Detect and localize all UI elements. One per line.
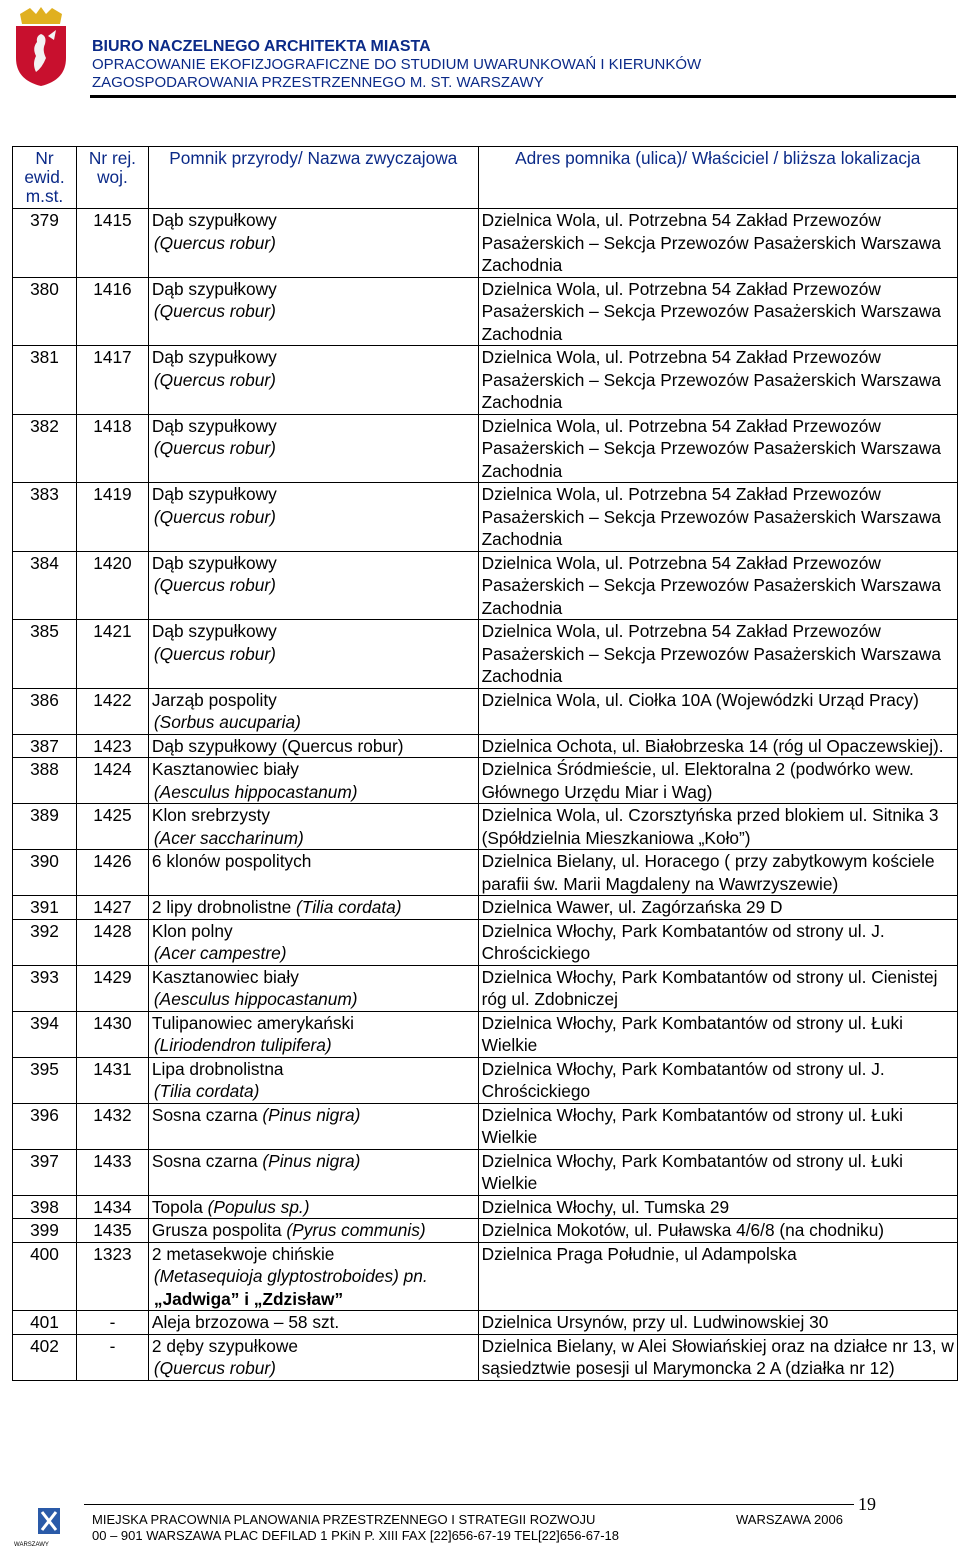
table-row [13,919,958,965]
cell-address: Dzielnica Włochy, ul. Tumska 29 [478,1195,957,1219]
footer-divider [84,1504,854,1505]
cell-name [148,209,478,278]
cell-address: Dzielnica Śródmieście, ul. Elektoralna 2 (podwórko wew. Głównego Urzędu Miar i Wag) [478,758,957,804]
table-row [13,896,958,920]
cell-nr: 383 [13,483,77,552]
cell-rej: 1416 [76,277,148,346]
tree-name: Dąb szypułkowy [151,415,277,436]
tree-name: Grusza pospolita [151,1220,282,1240]
cell-nr: 389 [13,804,77,850]
latin-name: (Pinus nigra) [262,1104,361,1125]
cell-nr: 402 [13,1334,77,1380]
tree-name: Dąb szypułkowy [151,210,277,230]
tree-name: Dąb szypułkowy [151,278,277,299]
pracownia-logo-icon [12,1500,70,1550]
cell-name [148,1011,478,1057]
cell-nr: 394 [13,1011,77,1057]
cell-address: Dzielnica Wola, ul. Potrzebna 54 Zakład Przewozów Pasażerskich – Sekcja Przewozów Pasażerskich Warszawa Zachodnia [478,620,957,689]
table-row [13,551,958,620]
cell-rej: 1426 [76,850,148,896]
cell-name [148,1149,478,1195]
tree-name: 2 dęby szypułkowe [151,1335,298,1356]
cell-address: Dzielnica Praga Południe, ul Adampolska [478,1242,957,1311]
cell-address: Dzielnica Bielany, w Alei Słowiańskiej oraz na działce nr 13, w sąsiedztwie posesji ul Marymoncka 2 A (działka nr 12) [478,1334,957,1380]
footer-line-2: 00 – 901 WARSZAWA PLAC DEFILAD 1 PKiN P. XIII FAX [22]656-67-19 TEL[22]656-67-18 [92,1528,620,1543]
cell-name [148,551,478,620]
tree-name: Kasztanowiec biały [151,759,299,779]
cell-address: Dzielnica Wola, ul. Potrzebna 54 Zakład Przewozów Pasażerskich – Sekcja Przewozów Pasażerskich Warszawa Zachodnia [478,277,957,346]
cell-name [148,734,478,758]
latin-name: (Acer campestre) [153,943,287,963]
table-row [13,1195,958,1219]
tree-name: Kasztanowiec biały [151,966,299,987]
cell-address: Dzielnica Wola, ul. Potrzebna 54 Zakład Przewozów Pasażerskich – Sekcja Przewozów Pasażerskich Warszawa Zachodnia [478,209,957,278]
tree-name: Topola [151,1196,203,1217]
table-row [13,346,958,415]
latin-name: (Quercus robur) [153,438,276,458]
tree-name: Tulipanowiec amerykański [151,1012,354,1033]
cell-address: Dzielnica Wola, ul. Potrzebna 54 Zakład Przewozów Pasażerskich – Sekcja Przewozów Pasażerskich Warszawa Zachodnia [478,414,957,483]
latin-name: (Pyrus communis) [286,1220,426,1240]
table-row [13,277,958,346]
tree-name: Dąb szypułkowy [151,484,277,504]
cell-name [148,1057,478,1103]
cell-address: Dzielnica Ursynów, przy ul. Ludwinowskiej 30 [478,1311,957,1335]
latin-name: (Tilia cordata) [153,1081,260,1101]
table-row [13,414,958,483]
tree-name: Klon srebrzysty [151,805,271,825]
cell-address: Dzielnica Wola, ul. Czorsztyńska przed blokiem ul. Sitnika 3 (Spółdzielnia Mieszkaniowa „Koło”) [478,804,957,850]
header-name: Pomnik przyrody/ Nazwa zwyczajowa [148,147,478,209]
cell-rej: 1425 [76,804,148,850]
table-row [13,1219,958,1243]
cell-name [148,414,478,483]
cell-address: Dzielnica Wola, ul. Potrzebna 54 Zakład Przewozów Pasażerskich – Sekcja Przewozów Pasażerskich Warszawa Zachodnia [478,483,957,552]
cell-rej: - [76,1334,148,1380]
cell-nr: 398 [13,1195,77,1219]
cell-rej: - [76,1311,148,1335]
cell-rej: 1422 [76,688,148,734]
cell-address: Dzielnica Włochy, Park Kombatantów od strony ul. Łuki Wielkie [478,1103,957,1149]
table-row [13,1311,958,1335]
cell-address: Dzielnica Wola, ul. Potrzebna 54 Zakład Przewozów Pasażerskich – Sekcja Przewozów Pasażerskich Warszawa Zachodnia [478,551,957,620]
cell-address: Dzielnica Mokotów, ul. Puławska 4/6/8 (na chodniku) [478,1219,957,1243]
cell-name [148,1311,478,1335]
table-row [13,758,958,804]
table-row [13,804,958,850]
latin-name: (Aesculus hippocastanum) [153,989,358,1009]
cell-rej: 1424 [76,758,148,804]
cell-name [148,1195,478,1219]
cell-address: Dzielnica Włochy, Park Kombatantów od strony ul. Łuki Wielkie [478,1149,957,1195]
table-row [13,620,958,689]
header-nr: Nr ewid. m.st. [13,147,77,209]
header-rej: Nr rej. woj. [76,147,148,209]
svg-text:WARSZAWY: WARSZAWY [14,1542,49,1548]
latin-name: (Aesculus hippocastanum) [153,781,358,802]
cell-address: Dzielnica Ochota, ul. Białobrzeska 14 (róg ul Opaczewskiej). [478,734,957,758]
latin-name: (Quercus robur) [153,1358,276,1378]
table-body [13,209,958,1381]
tree-name: Dąb szypułkowy [151,347,277,367]
tree-name: Klon polny [151,920,233,941]
table-row [13,1149,958,1195]
cell-name [148,919,478,965]
table-row [13,688,958,734]
cell-name [148,483,478,552]
cell-nr: 387 [13,734,77,758]
header-line-3: ZAGOSPODAROWANIA PRZESTRZENNEGO M. ST. WARSZAWY [92,74,544,91]
latin-name: (Tilia cordata) [296,897,402,917]
table-row [13,1103,958,1149]
cell-nr: 380 [13,277,77,346]
cell-address: Dzielnica Włochy, Park Kombatantów od strony ul. Cienistej róg ul. Zdobniczej [478,965,957,1011]
latin-name: (Sorbus aucuparia) [153,712,301,732]
cell-address: Dzielnica Wola, ul. Ciołka 10A (Wojewódzki Urząd Pracy) [478,688,957,734]
cell-rej: 1428 [76,919,148,965]
cell-nr: 388 [13,758,77,804]
table-row [13,483,958,552]
latin-name: (Quercus robur) [153,506,276,527]
cell-nr: 384 [13,551,77,620]
latin-name: (Populus sp.) [207,1196,310,1217]
cell-rej: 1431 [76,1057,148,1103]
cell-name [148,1103,478,1149]
tree-name: 6 klonów pospolitych [151,851,312,871]
common-name: „Jadwiga” i „Zdzisław” [153,1288,344,1309]
latin-name: (Quercus robur) [153,232,276,253]
table-row [13,1242,958,1311]
page-header [0,0,960,100]
latin-name: (Quercus robur) [153,575,276,595]
cell-rej: 1418 [76,414,148,483]
cell-rej: 1420 [76,551,148,620]
cell-nr: 392 [13,919,77,965]
tree-name: 2 metasekwoje chińskie [151,1243,335,1264]
latin-name: (Acer saccharinum) [153,827,304,848]
header-divider [90,95,956,98]
cell-address: Dzielnica Wawer, ul. Zagórzańska 29 D [478,896,957,920]
cell-name [148,688,478,734]
tree-name: Dąb szypułkowy [151,621,277,641]
tree-name: Lipa drobnolistna [151,1058,284,1079]
cell-rej: 1434 [76,1195,148,1219]
cell-name [148,1219,478,1243]
cell-nr: 386 [13,688,77,734]
table-row [13,850,958,896]
cell-name [148,620,478,689]
cell-nr: 379 [13,209,77,278]
cell-rej: 1415 [76,209,148,278]
cell-name [148,1334,478,1380]
latin-name: (Quercus robur) [153,643,276,664]
page-number: 19 [858,1494,876,1514]
cell-name [148,277,478,346]
cell-nr: 385 [13,620,77,689]
latin-name: (Pinus nigra) [262,1150,361,1171]
cell-rej: 1433 [76,1149,148,1195]
tree-name: 2 lipy drobnolistne [151,897,292,917]
header-text [92,38,701,92]
cell-rej: 1421 [76,620,148,689]
cell-name [148,1242,478,1311]
footer-date: WARSZAWA 2006 [736,1512,843,1527]
cell-rej: 1417 [76,346,148,415]
cell-nr: 393 [13,965,77,1011]
header-address: Adres pomnika (ulica)/ Właściciel / bliższa lokalizacja [478,147,957,209]
cell-nr: 399 [13,1219,77,1243]
tree-name: Dąb szypułkowy (Quercus robur) [151,735,404,756]
cell-nr: 401 [13,1311,77,1335]
cell-address: Dzielnica Włochy, Park Kombatantów od strony ul. Łuki Wielkie [478,1011,957,1057]
cell-rej: 1429 [76,965,148,1011]
cell-name [148,758,478,804]
footer-line-1: MIEJSKA PRACOWNIA PLANOWANIA PRZESTRZENNEGO I STRATEGII ROZWOJU [92,1512,596,1527]
warsaw-coat-of-arms-icon [12,6,70,88]
cell-name [148,896,478,920]
cell-name [148,965,478,1011]
cell-nr: 396 [13,1103,77,1149]
latin-name: (Quercus robur) [153,301,276,321]
tree-name: Jarząb pospolity [151,689,277,710]
latin-name: (Liriodendron tulipifera) [153,1035,332,1055]
cell-nr: 391 [13,896,77,920]
page-footer [0,1490,960,1554]
table-row [13,734,958,758]
latin-name: (Metasequioja glyptostroboides) pn. [153,1266,428,1286]
cell-nr: 400 [13,1242,77,1311]
cell-rej: 1423 [76,734,148,758]
cell-rej: 1435 [76,1219,148,1243]
cell-rej: 1323 [76,1242,148,1311]
cell-address: Dzielnica Wola, ul. Potrzebna 54 Zakład Przewozów Pasażerskich – Sekcja Przewozów Pasażerskich Warszawa Zachodnia [478,346,957,415]
tree-name: Dąb szypułkowy [151,552,277,573]
table-row [13,209,958,278]
cell-rej: 1427 [76,896,148,920]
tree-name: Aleja brzozowa – 58 szt. [151,1312,340,1332]
monuments-table [12,146,958,1381]
table-row [13,1057,958,1103]
cell-nr: 390 [13,850,77,896]
table-row [13,1334,958,1380]
cell-address: Dzielnica Włochy, Park Kombatantów od strony ul. J. Chrościckiego [478,919,957,965]
cell-nr: 397 [13,1149,77,1195]
cell-name [148,346,478,415]
tree-name: Sosna czarna [151,1104,258,1125]
cell-address: Dzielnica Bielany, ul. Horacego ( przy zabytkowym kościele parafii św. Marii Magdaleny na Wawrzyszewie) [478,850,957,896]
header-line-2: OPRACOWANIE EKOFIZJOGRAFICZNE DO STUDIUM UWARUNKOWAŃ I KIERUNKÓW [92,56,702,73]
table-row [13,965,958,1011]
cell-name [148,804,478,850]
cell-name [148,850,478,896]
header-line-1: BIURO NACZELNEGO ARCHITEKTA MIASTA [92,38,431,55]
cell-rej: 1430 [76,1011,148,1057]
table-header-row [13,147,958,209]
cell-nr: 381 [13,346,77,415]
cell-rej: 1432 [76,1103,148,1149]
table-row [13,1011,958,1057]
cell-address: Dzielnica Włochy, Park Kombatantów od strony ul. J. Chrościckiego [478,1057,957,1103]
cell-nr: 395 [13,1057,77,1103]
tree-name: Sosna czarna [151,1150,258,1171]
latin-name: (Quercus robur) [153,369,276,390]
cell-nr: 382 [13,414,77,483]
cell-rej: 1419 [76,483,148,552]
